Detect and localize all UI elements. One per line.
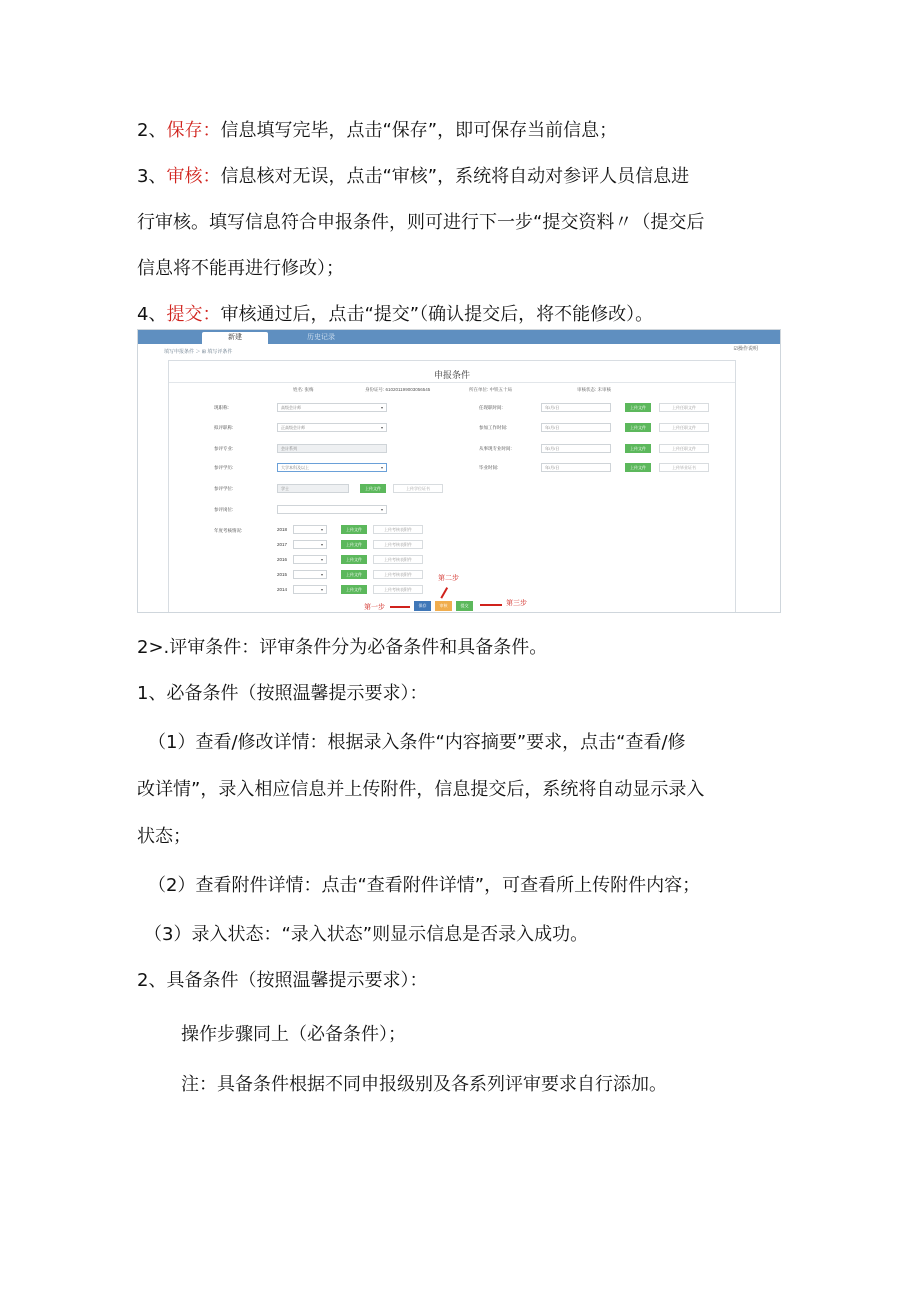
label-post: 参评岗位: bbox=[214, 507, 234, 512]
step-text: 审核通过后，点击“提交”（确认提交后，将不能修改）。 bbox=[220, 304, 654, 325]
step-number: 3、 bbox=[137, 166, 167, 187]
field-value: 学士 bbox=[281, 486, 289, 491]
panel-title: 申报条件 bbox=[433, 370, 470, 380]
chevron-down-icon: ▾ bbox=[380, 425, 383, 430]
item-2: （2）查看附件详情：点击“查看附件详情”，可查看所上传附件内容； bbox=[148, 875, 701, 896]
item-1-line2: 改详情”，录入相应信息并上传附件，信息提交后，系统将自动显示录入 bbox=[137, 779, 705, 800]
label-major: 参评专业: bbox=[214, 446, 234, 451]
select-value: 高级会计师 bbox=[281, 405, 301, 410]
step-save bbox=[137, 119, 617, 143]
section-heading: 2>.评审条件：评审条件分为必备条件和具备条件。 bbox=[137, 637, 548, 658]
chevron-down-icon: ▾ bbox=[380, 405, 383, 410]
year-select[interactable] bbox=[293, 585, 327, 594]
audit-button[interactable]: 审核 bbox=[435, 601, 452, 611]
upload-graduation-button[interactable]: 上传文件 bbox=[625, 463, 651, 472]
step-number: 4、 bbox=[137, 304, 167, 325]
step-audit-cont2: 信息将不能再进行修改）； bbox=[137, 258, 344, 279]
save-button[interactable]: 保存 bbox=[414, 601, 431, 611]
chevron-down-icon: ▾ bbox=[320, 557, 323, 562]
upload-year-button[interactable]: 上传文件 bbox=[341, 570, 367, 579]
year-label: 2018 bbox=[277, 527, 288, 532]
year-label: 2015 bbox=[277, 572, 288, 577]
item-1-line3: 状态； bbox=[137, 826, 191, 847]
year-select[interactable] bbox=[293, 555, 327, 564]
info-name: 姓名: 张梅 bbox=[293, 387, 314, 392]
field-value: 会计系列 bbox=[281, 446, 297, 451]
step-one-annotation: 第一步 bbox=[364, 604, 385, 611]
submit-button[interactable]: 提交 bbox=[456, 601, 473, 611]
year-file: 上传考核表附件 bbox=[373, 570, 423, 579]
step-audit-cont1: 行审核。填写信息符合申报条件，则可进行下一步“提交资料〃（提交后 bbox=[137, 212, 705, 233]
step-audit bbox=[137, 165, 689, 189]
chevron-down-icon: ▾ bbox=[320, 587, 323, 592]
label-education: 参评学历: bbox=[214, 465, 234, 470]
year-label: 2014 bbox=[277, 587, 288, 592]
upload-appointment-button[interactable]: 上传文件 bbox=[625, 403, 651, 412]
label-appointment-date: 任现职时间: bbox=[479, 405, 503, 410]
year-file: 上传考核表附件 bbox=[373, 555, 423, 564]
chevron-down-icon: ▾ bbox=[320, 542, 323, 547]
step-text: 信息核对无误，点击“审核”，系统将自动对参评人员信息进 bbox=[220, 166, 690, 187]
degree-file: 上传学位证书 bbox=[393, 484, 443, 493]
label-annual-review: 年度考核情况: bbox=[214, 528, 243, 533]
step-keyword: 审核： bbox=[166, 166, 221, 187]
footnote: 注：具备条件根据不同申报级别及各系列评审要求自行添加。 bbox=[181, 1074, 667, 1095]
post-select[interactable] bbox=[277, 505, 387, 514]
upload-year-button[interactable]: 上传文件 bbox=[341, 555, 367, 564]
year-file: 上传考核表附件 bbox=[373, 540, 423, 549]
year-file: 上传考核表附件 bbox=[373, 585, 423, 594]
graduation-input[interactable]: 年/月/日 bbox=[541, 463, 611, 472]
step-keyword: 保存： bbox=[166, 120, 221, 141]
education-select[interactable] bbox=[277, 463, 387, 472]
info-status: 审核状态: 未审核 bbox=[577, 387, 611, 392]
major-start-file: 上传任职文件 bbox=[659, 444, 709, 453]
divider bbox=[169, 382, 735, 383]
step-text: 信息填写完毕，点击“保存”，即可保存当前信息； bbox=[220, 120, 618, 141]
step-number: 2、 bbox=[137, 120, 167, 141]
appointment-file: 上传任职文件 bbox=[659, 403, 709, 412]
breadcrumb: 填写申报条件 ＞ ⊞ 填写评条件 bbox=[164, 349, 233, 355]
info-id: 身份证号: 610201199003056545 bbox=[365, 387, 431, 392]
work-start-input[interactable]: 年/月/日 bbox=[541, 423, 611, 432]
label-major-start: 从事现专业时间: bbox=[479, 446, 512, 451]
tab-new[interactable]: 新建 bbox=[202, 332, 268, 344]
upload-major-start-button[interactable]: 上传文件 bbox=[625, 444, 651, 453]
step-submit bbox=[137, 303, 653, 327]
select-value: 正高级会计师 bbox=[281, 425, 305, 430]
label-work-start: 参加工作时间: bbox=[479, 425, 508, 430]
upload-year-button[interactable]: 上传文件 bbox=[341, 585, 367, 594]
optional-heading: 2、具备条件（按照温馨提示要求）： bbox=[137, 970, 428, 991]
step-three-annotation: 第三步 bbox=[506, 600, 527, 607]
year-label: 2017 bbox=[277, 542, 288, 547]
degree-field bbox=[277, 484, 349, 493]
chevron-down-icon: ▾ bbox=[380, 507, 383, 512]
current-title-select[interactable] bbox=[277, 403, 387, 412]
year-select[interactable] bbox=[293, 525, 327, 534]
arrow-left-icon bbox=[480, 604, 502, 606]
year-label: 2016 bbox=[277, 557, 288, 562]
label-current-title: 现职称: bbox=[214, 405, 229, 410]
target-title-select[interactable] bbox=[277, 423, 387, 432]
year-file: 上传考核表附件 bbox=[373, 525, 423, 534]
step-two-annotation: 第二步 bbox=[438, 575, 459, 582]
label-target-title: 拟评职称: bbox=[214, 425, 234, 430]
major-start-input[interactable]: 年/月/日 bbox=[541, 444, 611, 453]
chevron-down-icon: ▾ bbox=[320, 527, 323, 532]
appointment-date-input[interactable]: 年/月/日 bbox=[541, 403, 611, 412]
select-value: 大学本科及以上 bbox=[281, 465, 309, 470]
year-select[interactable] bbox=[293, 570, 327, 579]
tab-history[interactable]: 历史记录 bbox=[307, 334, 335, 341]
label-degree: 参评学位: bbox=[214, 486, 234, 491]
embedded-screenshot bbox=[137, 329, 781, 613]
operation-note: 操作步骤同上（必备条件）； bbox=[181, 1024, 406, 1045]
chevron-down-icon: ▾ bbox=[320, 572, 323, 577]
upload-year-button[interactable]: 上传文件 bbox=[341, 540, 367, 549]
label-graduation: 毕业时间: bbox=[479, 465, 499, 470]
arrow-right-icon bbox=[390, 606, 410, 608]
major-field bbox=[277, 444, 387, 453]
item-1-line1: （1）查看/修改详情：根据录入条件“内容摘要”要求，点击“查看/修 bbox=[148, 732, 686, 753]
year-select[interactable] bbox=[293, 540, 327, 549]
info-unit: 所在单位: 中铁五十局 bbox=[469, 387, 512, 392]
upload-year-button[interactable]: 上传文件 bbox=[341, 525, 367, 534]
required-heading: 1、必备条件（按照温馨提示要求）： bbox=[137, 683, 428, 704]
work-start-file: 上传任职文件 bbox=[659, 423, 709, 432]
item-3: （3）录入状态：“录入状态”则显示信息是否录入成功。 bbox=[144, 924, 589, 945]
upload-degree-button[interactable]: 上传文件 bbox=[360, 484, 386, 493]
graduation-file: 上传毕业证书 bbox=[659, 463, 709, 472]
step-keyword: 提交： bbox=[166, 304, 221, 325]
manual-link[interactable]: ☑操作说明 bbox=[733, 346, 758, 352]
chevron-down-icon: ▾ bbox=[380, 465, 383, 470]
upload-work-start-button[interactable]: 上传文件 bbox=[625, 423, 651, 432]
